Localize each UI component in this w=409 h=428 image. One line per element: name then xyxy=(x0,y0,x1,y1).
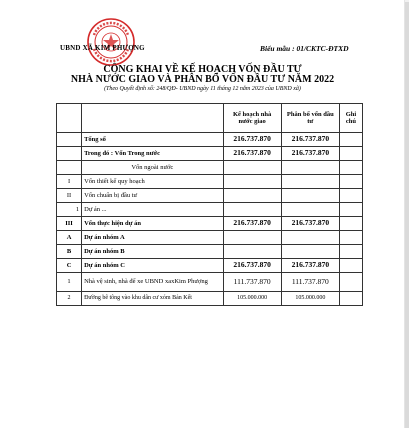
cell-plan: 216.737.870 xyxy=(223,147,281,161)
table-row xyxy=(57,161,363,175)
cell-stt: 1 xyxy=(57,273,82,292)
table-row xyxy=(57,203,363,217)
table-header-row xyxy=(57,104,363,133)
cell-stt xyxy=(57,147,82,161)
cell-name: Vốn thiết kế quy hoạch xyxy=(82,175,223,189)
cell-note xyxy=(339,273,362,292)
document-title-line2: NHÀ NƯỚC GIAO VÀ PHÂN BỔ VỐN ĐẦU TƯ NĂM 2022 xyxy=(70,74,335,85)
cell-note xyxy=(339,189,362,203)
cell-allocated: 216.737.870 xyxy=(281,147,339,161)
cell-plan xyxy=(223,245,281,259)
table-row xyxy=(57,147,363,161)
header-name xyxy=(82,104,223,133)
cell-name: Dự án nhóm B xyxy=(82,245,223,259)
cell-note xyxy=(339,175,362,189)
cell-name: Vốn chuẩn bị đầu tư xyxy=(82,189,223,203)
scrollbar-thumb[interactable] xyxy=(405,2,409,428)
table-row xyxy=(57,292,363,306)
cell-plan xyxy=(223,189,281,203)
document-subtitle: (Theo Quyết định số: 248/QĐ- UBND ngày 11 tháng 12 năm 2023 của UBND xã) xyxy=(104,86,301,92)
document-title-line1: CÔNG KHAI VỀ KẾ HOẠCH VỐN ĐẦU TƯ xyxy=(103,64,302,75)
cell-allocated xyxy=(281,245,339,259)
cell-stt xyxy=(57,161,82,175)
header-plan: Kế hoạch nhà nước giao xyxy=(223,104,281,133)
table-row xyxy=(57,273,363,292)
table-row xyxy=(57,133,363,147)
cell-note xyxy=(339,231,362,245)
cell-stt: I xyxy=(57,175,82,189)
cell-note xyxy=(339,245,362,259)
cell-stt: II xyxy=(57,189,82,203)
cell-stt: C xyxy=(57,259,82,273)
cell-name: Đường bê tông vào khu dân cư xóm Bản Kết xyxy=(82,292,223,306)
cell-allocated xyxy=(281,189,339,203)
header-allocated: Phân bổ vốn đầu tư xyxy=(281,104,339,133)
cell-allocated: 216.737.870 xyxy=(281,259,339,273)
table-row xyxy=(57,259,363,273)
cell-stt: 2 xyxy=(57,292,82,306)
agency-name: UBND XÃ KIM PHƯỢNG xyxy=(60,44,145,52)
cell-plan: 216.737.870 xyxy=(223,133,281,147)
table-row xyxy=(57,189,363,203)
cell-note xyxy=(339,161,362,175)
table-row xyxy=(57,231,363,245)
vertical-scrollbar[interactable] xyxy=(404,0,409,428)
header-note: Ghi chú xyxy=(339,104,362,133)
cell-plan xyxy=(223,175,281,189)
cell-name: Nhà vệ sinh, nhà để xe UBND xaxKim Phượng xyxy=(82,273,223,292)
cell-allocated xyxy=(281,231,339,245)
cell-stt: III xyxy=(57,217,82,231)
table-row xyxy=(57,175,363,189)
cell-stt xyxy=(57,133,82,147)
cell-plan xyxy=(223,231,281,245)
cell-allocated: 111.737.870 xyxy=(281,273,339,292)
cell-note xyxy=(339,133,362,147)
cell-allocated xyxy=(281,175,339,189)
cell-plan xyxy=(223,203,281,217)
cell-plan: 111.737.870 xyxy=(223,273,281,292)
header-stt xyxy=(57,104,82,133)
cell-name: Vốn thực hiện dự án xyxy=(82,217,223,231)
cell-note xyxy=(339,217,362,231)
cell-plan: 216.737.870 xyxy=(223,259,281,273)
cell-note xyxy=(339,259,362,273)
table-row xyxy=(57,245,363,259)
investment-table xyxy=(56,103,363,306)
cell-plan: 105.000.000 xyxy=(223,292,281,306)
red-seal-stamp xyxy=(86,17,136,67)
form-code: Biểu mẫu : 01/CKTC-ĐTXD xyxy=(260,44,349,53)
cell-plan: 216.737.870 xyxy=(223,217,281,231)
cell-name: Dự án nhóm C xyxy=(82,259,223,273)
cell-name: Dự án ... xyxy=(82,203,223,217)
cell-name: Dự án nhóm A xyxy=(82,231,223,245)
table-row xyxy=(57,217,363,231)
cell-allocated: 216.737.870 xyxy=(281,217,339,231)
cell-stt: B xyxy=(57,245,82,259)
cell-name: Vốn ngoài nước xyxy=(82,161,223,175)
cell-stt: 1 xyxy=(57,203,82,217)
cell-allocated: 105.000.000 xyxy=(281,292,339,306)
cell-allocated: 216.737.870 xyxy=(281,133,339,147)
cell-note xyxy=(339,292,362,306)
cell-note xyxy=(339,203,362,217)
cell-name: Trong đó : Vốn Trong nước xyxy=(82,147,223,161)
cell-name: Tổng số xyxy=(82,133,223,147)
cell-note xyxy=(339,147,362,161)
cell-plan xyxy=(223,161,281,175)
cell-allocated xyxy=(281,161,339,175)
cell-allocated xyxy=(281,203,339,217)
cell-stt: A xyxy=(57,231,82,245)
